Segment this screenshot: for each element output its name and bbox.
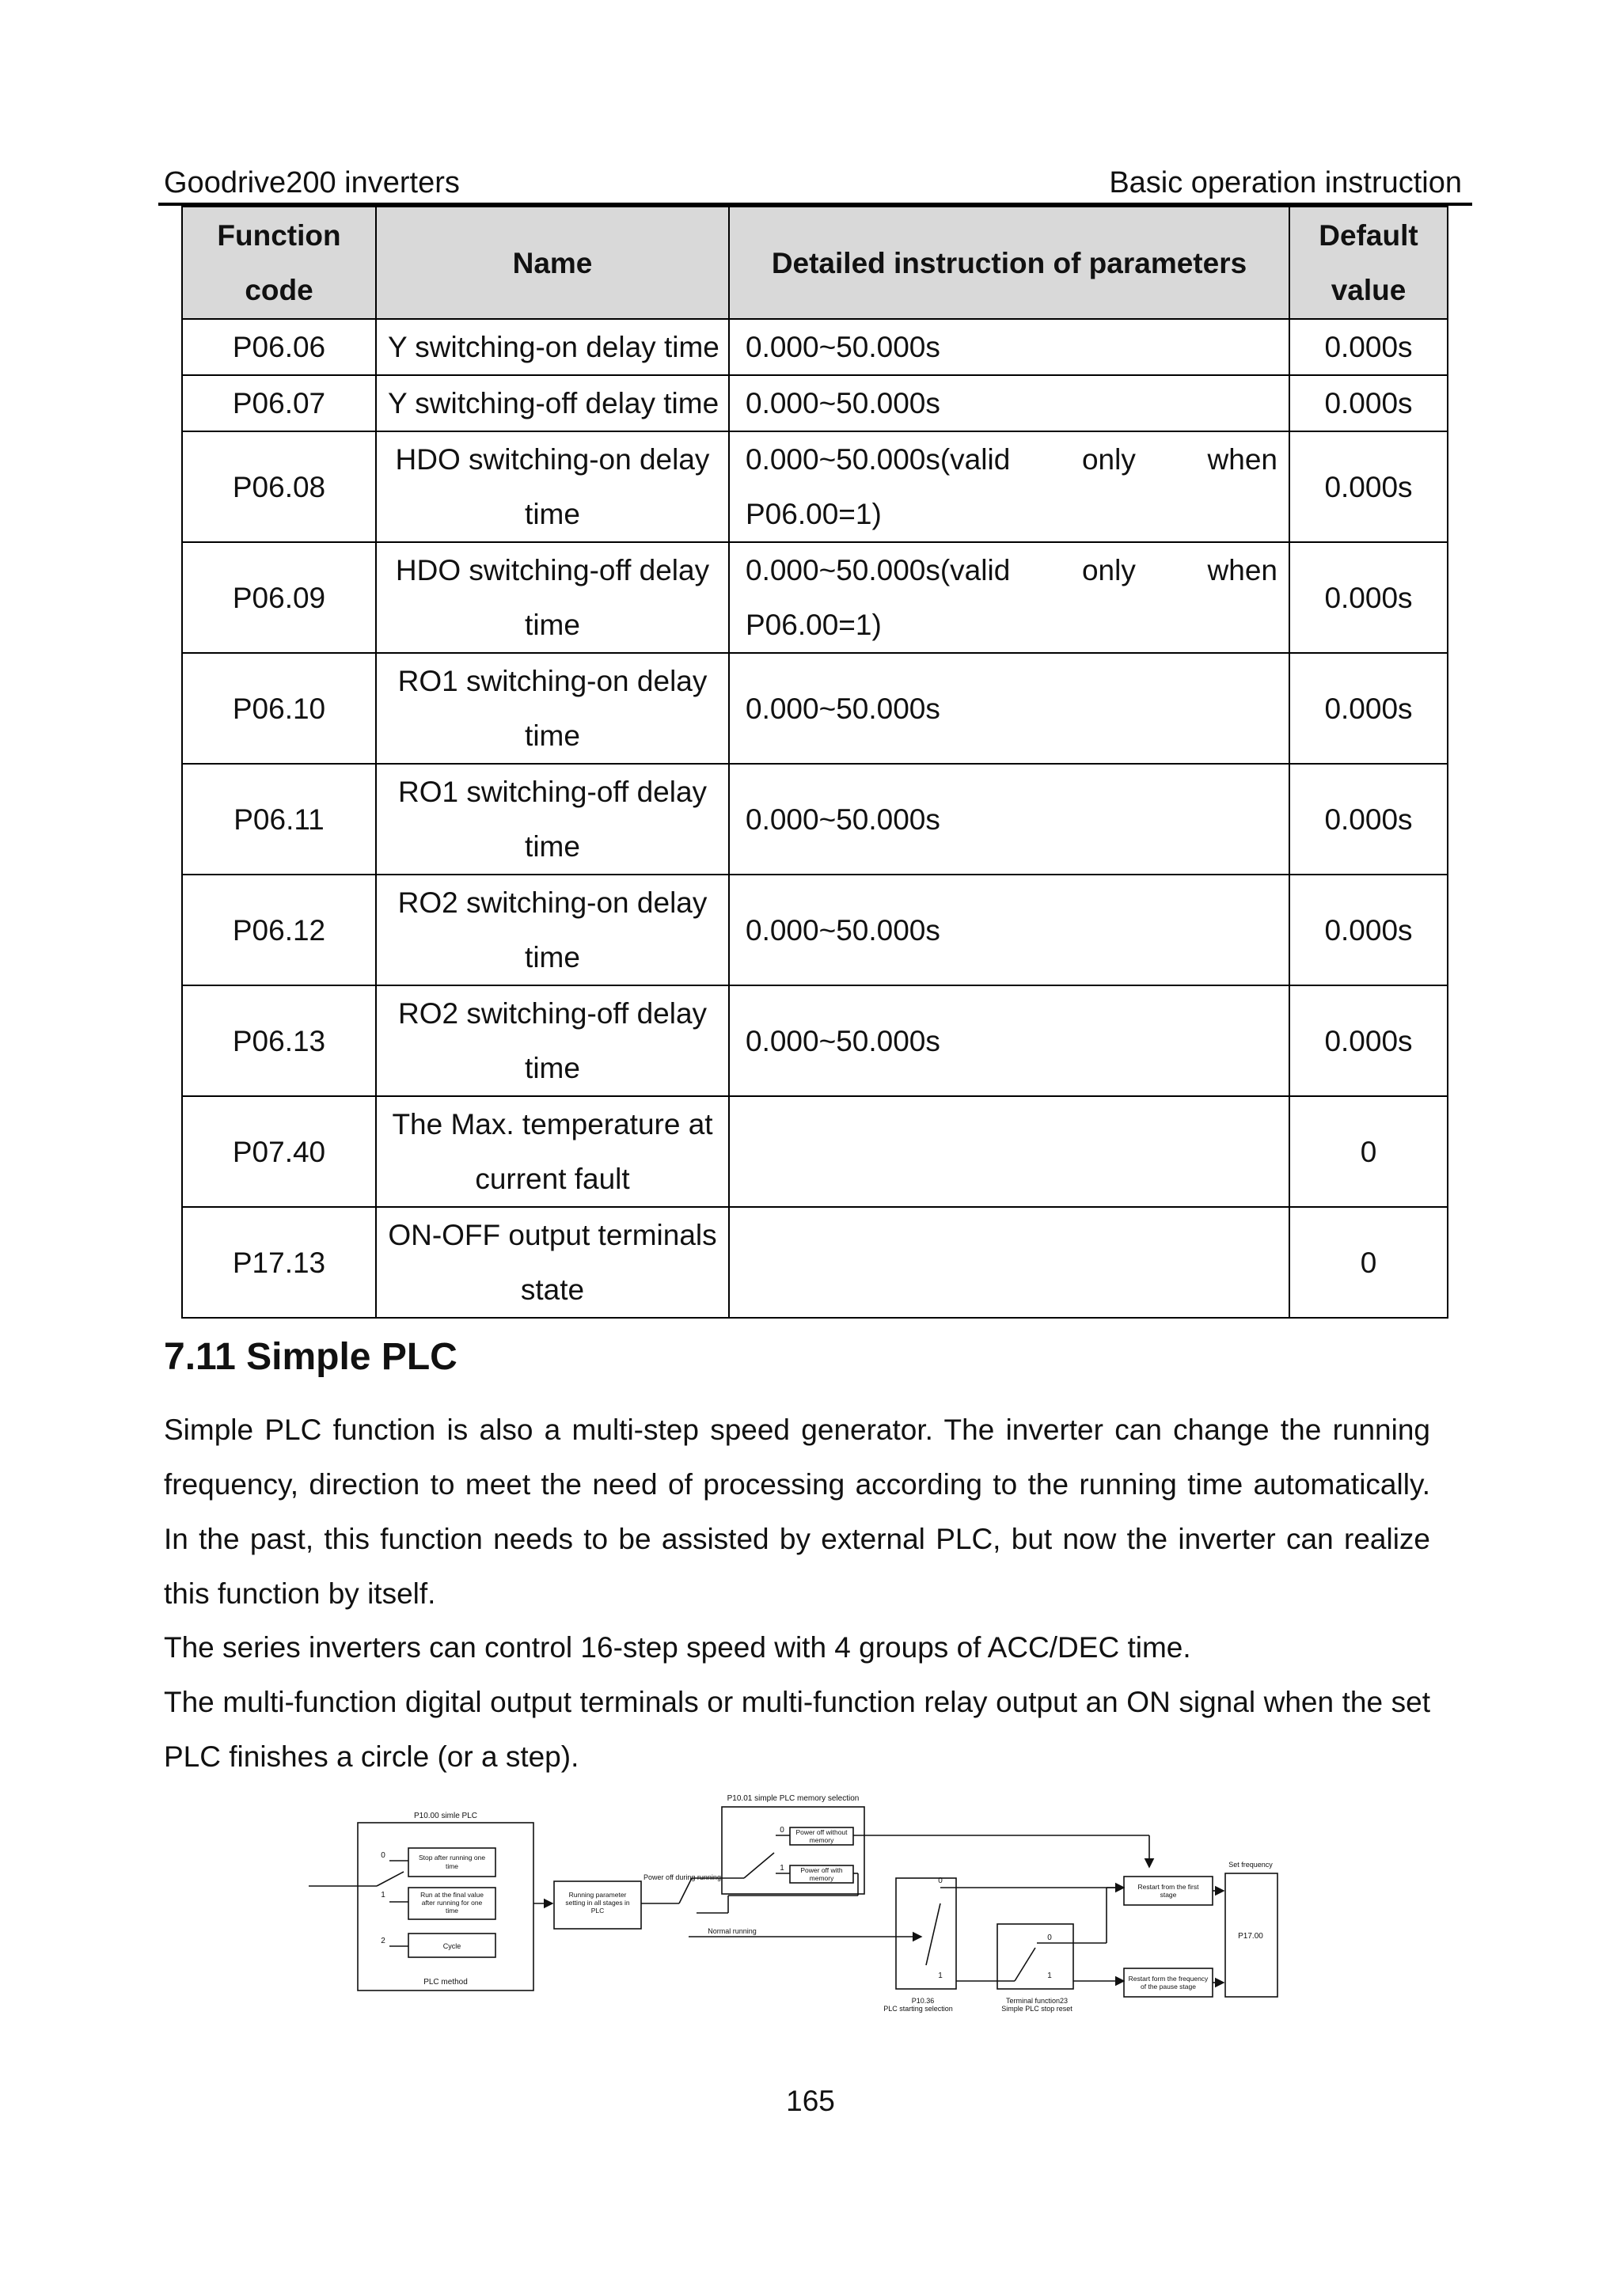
svg-text:Stop after running one: Stop after running one <box>418 1854 486 1861</box>
parameter-table <box>181 206 1448 1319</box>
svg-text:Power off without: Power off without <box>795 1828 848 1836</box>
table-row: P07.40 The Max. temperature at current fault 0 <box>182 1096 1448 1207</box>
power-off-label: Power off during running <box>643 1873 721 1881</box>
svg-text:PLC: PLC <box>590 1907 605 1915</box>
table-row: P06.11 RO1 switching-off delay time 0.000~50.000s 0.000s <box>182 764 1448 875</box>
starting-switch <box>926 1903 940 1965</box>
header-product: Goodrive200 inverters <box>164 166 460 199</box>
memory-selection-box <box>722 1807 864 1894</box>
method-switch <box>377 1872 404 1886</box>
header-default: Default value <box>1289 207 1448 319</box>
svg-text:after running for one: after running for one <box>421 1899 483 1907</box>
svg-text:0: 0 <box>1047 1934 1052 1942</box>
svg-text:0: 0 <box>938 1877 943 1885</box>
svg-text:time: time <box>445 1907 459 1915</box>
set-frequency-label: Set frequency <box>1228 1861 1273 1869</box>
svg-text:Simple PLC stop reset: Simple PLC stop reset <box>1001 2005 1072 2013</box>
plc-method-label: PLC method <box>423 1978 468 1987</box>
svg-text:Cycle: Cycle <box>442 1942 461 1950</box>
svg-text:setting in all stages in: setting in all stages in <box>565 1899 630 1907</box>
table-row: P17.13 ON-OFF output terminals state 0 <box>182 1207 1448 1318</box>
paragraph-speed-steps: The series inverters can control 16-step speed with 4 groups of ACC/DEC time. <box>164 1631 1191 1664</box>
normal-running-label: Normal running <box>708 1927 757 1935</box>
table-row: P06.09 HDO switching-off delay time 0.000~50.000s(valid only when P06.00=1) 0.000s <box>182 542 1448 653</box>
svg-text:0: 0 <box>381 1851 385 1860</box>
svg-text:time: time <box>445 1862 459 1870</box>
svg-text:1: 1 <box>938 1972 943 1980</box>
header-chapter: Basic operation instruction <box>1109 166 1462 199</box>
section-title: 7.11 Simple PLC <box>164 1336 457 1378</box>
plc-method-title: P10.00 simle PLC <box>413 1812 478 1820</box>
svg-text:memory: memory <box>809 1836 834 1844</box>
running-switch <box>679 1878 692 1903</box>
page-number: 165 <box>786 2085 835 2117</box>
header-name: Name <box>376 207 729 319</box>
header-function-code: Function code <box>182 207 376 319</box>
simple-plc-diagram <box>301 1785 1282 2038</box>
p17-label: P17.00 <box>1238 1932 1263 1941</box>
svg-text:Restart form the frequency: Restart form the frequency <box>1128 1975 1209 1983</box>
terminal-switch <box>1015 1948 1035 1981</box>
svg-text:P10.36: P10.36 <box>911 1997 935 2005</box>
table-row: P06.06 Y switching-on delay time 0.000~50.000s 0.000s <box>182 319 1448 375</box>
terminal-function-box <box>997 1924 1073 1989</box>
svg-text:Running parameter: Running parameter <box>568 1891 627 1899</box>
table-row: P06.10 RO1 switching-on delay time 0.000~50.000s 0.000s <box>182 653 1448 764</box>
paragraph-output-signal: The multi-function digital output terminals or multi-function relay output an ON signal when the set PLC finishes a circle (or a step). <box>164 1686 1430 1773</box>
memory-selection-title: P10.01 simple PLC memory selection <box>727 1794 860 1803</box>
svg-text:Power off with: Power off with <box>800 1866 843 1874</box>
svg-text:1: 1 <box>780 1864 784 1873</box>
svg-text:stage: stage <box>1160 1891 1177 1899</box>
memory-switch <box>744 1853 774 1878</box>
header-detail: Detailed instruction of parameters <box>729 207 1289 319</box>
table-row: P06.13 RO2 switching-off delay time 0.000~50.000s 0.000s <box>182 985 1448 1096</box>
table-header-row <box>182 207 1448 319</box>
svg-text:2: 2 <box>381 1937 385 1945</box>
table-row: P06.07 Y switching-off delay time 0.000~50.000s 0.000s <box>182 375 1448 431</box>
svg-text:1: 1 <box>381 1891 385 1899</box>
page-header <box>164 163 1462 203</box>
svg-text:Restart from the first: Restart from the first <box>1137 1883 1199 1891</box>
plc-starting-selection-box <box>896 1878 956 1989</box>
svg-text:1: 1 <box>1047 1972 1052 1980</box>
svg-text:Run at the final value: Run at the final value <box>420 1891 484 1899</box>
table-row: P06.08 HDO switching-on delay time 0.000~50.000s(valid only when P06.00=1) 0.000s <box>182 431 1448 542</box>
svg-text:memory: memory <box>809 1874 834 1882</box>
svg-text:0: 0 <box>780 1826 784 1835</box>
svg-text:of the pause stage: of the pause stage <box>1141 1983 1196 1990</box>
svg-text:PLC starting selection: PLC starting selection <box>883 2005 953 2013</box>
paragraph-intro: Simple PLC function is also a multi-step speed generator. The inverter can change the running frequency, direction to meet the need of processing according to the running time automatically. In the past, this function needs to be assisted by external PLC, but now the inverter can realize this function by itself. <box>164 1414 1430 1610</box>
svg-text:Terminal function23: Terminal function23 <box>1005 1997 1069 2005</box>
table-row: P06.12 RO2 switching-on delay time 0.000~50.000s 0.000s <box>182 875 1448 985</box>
